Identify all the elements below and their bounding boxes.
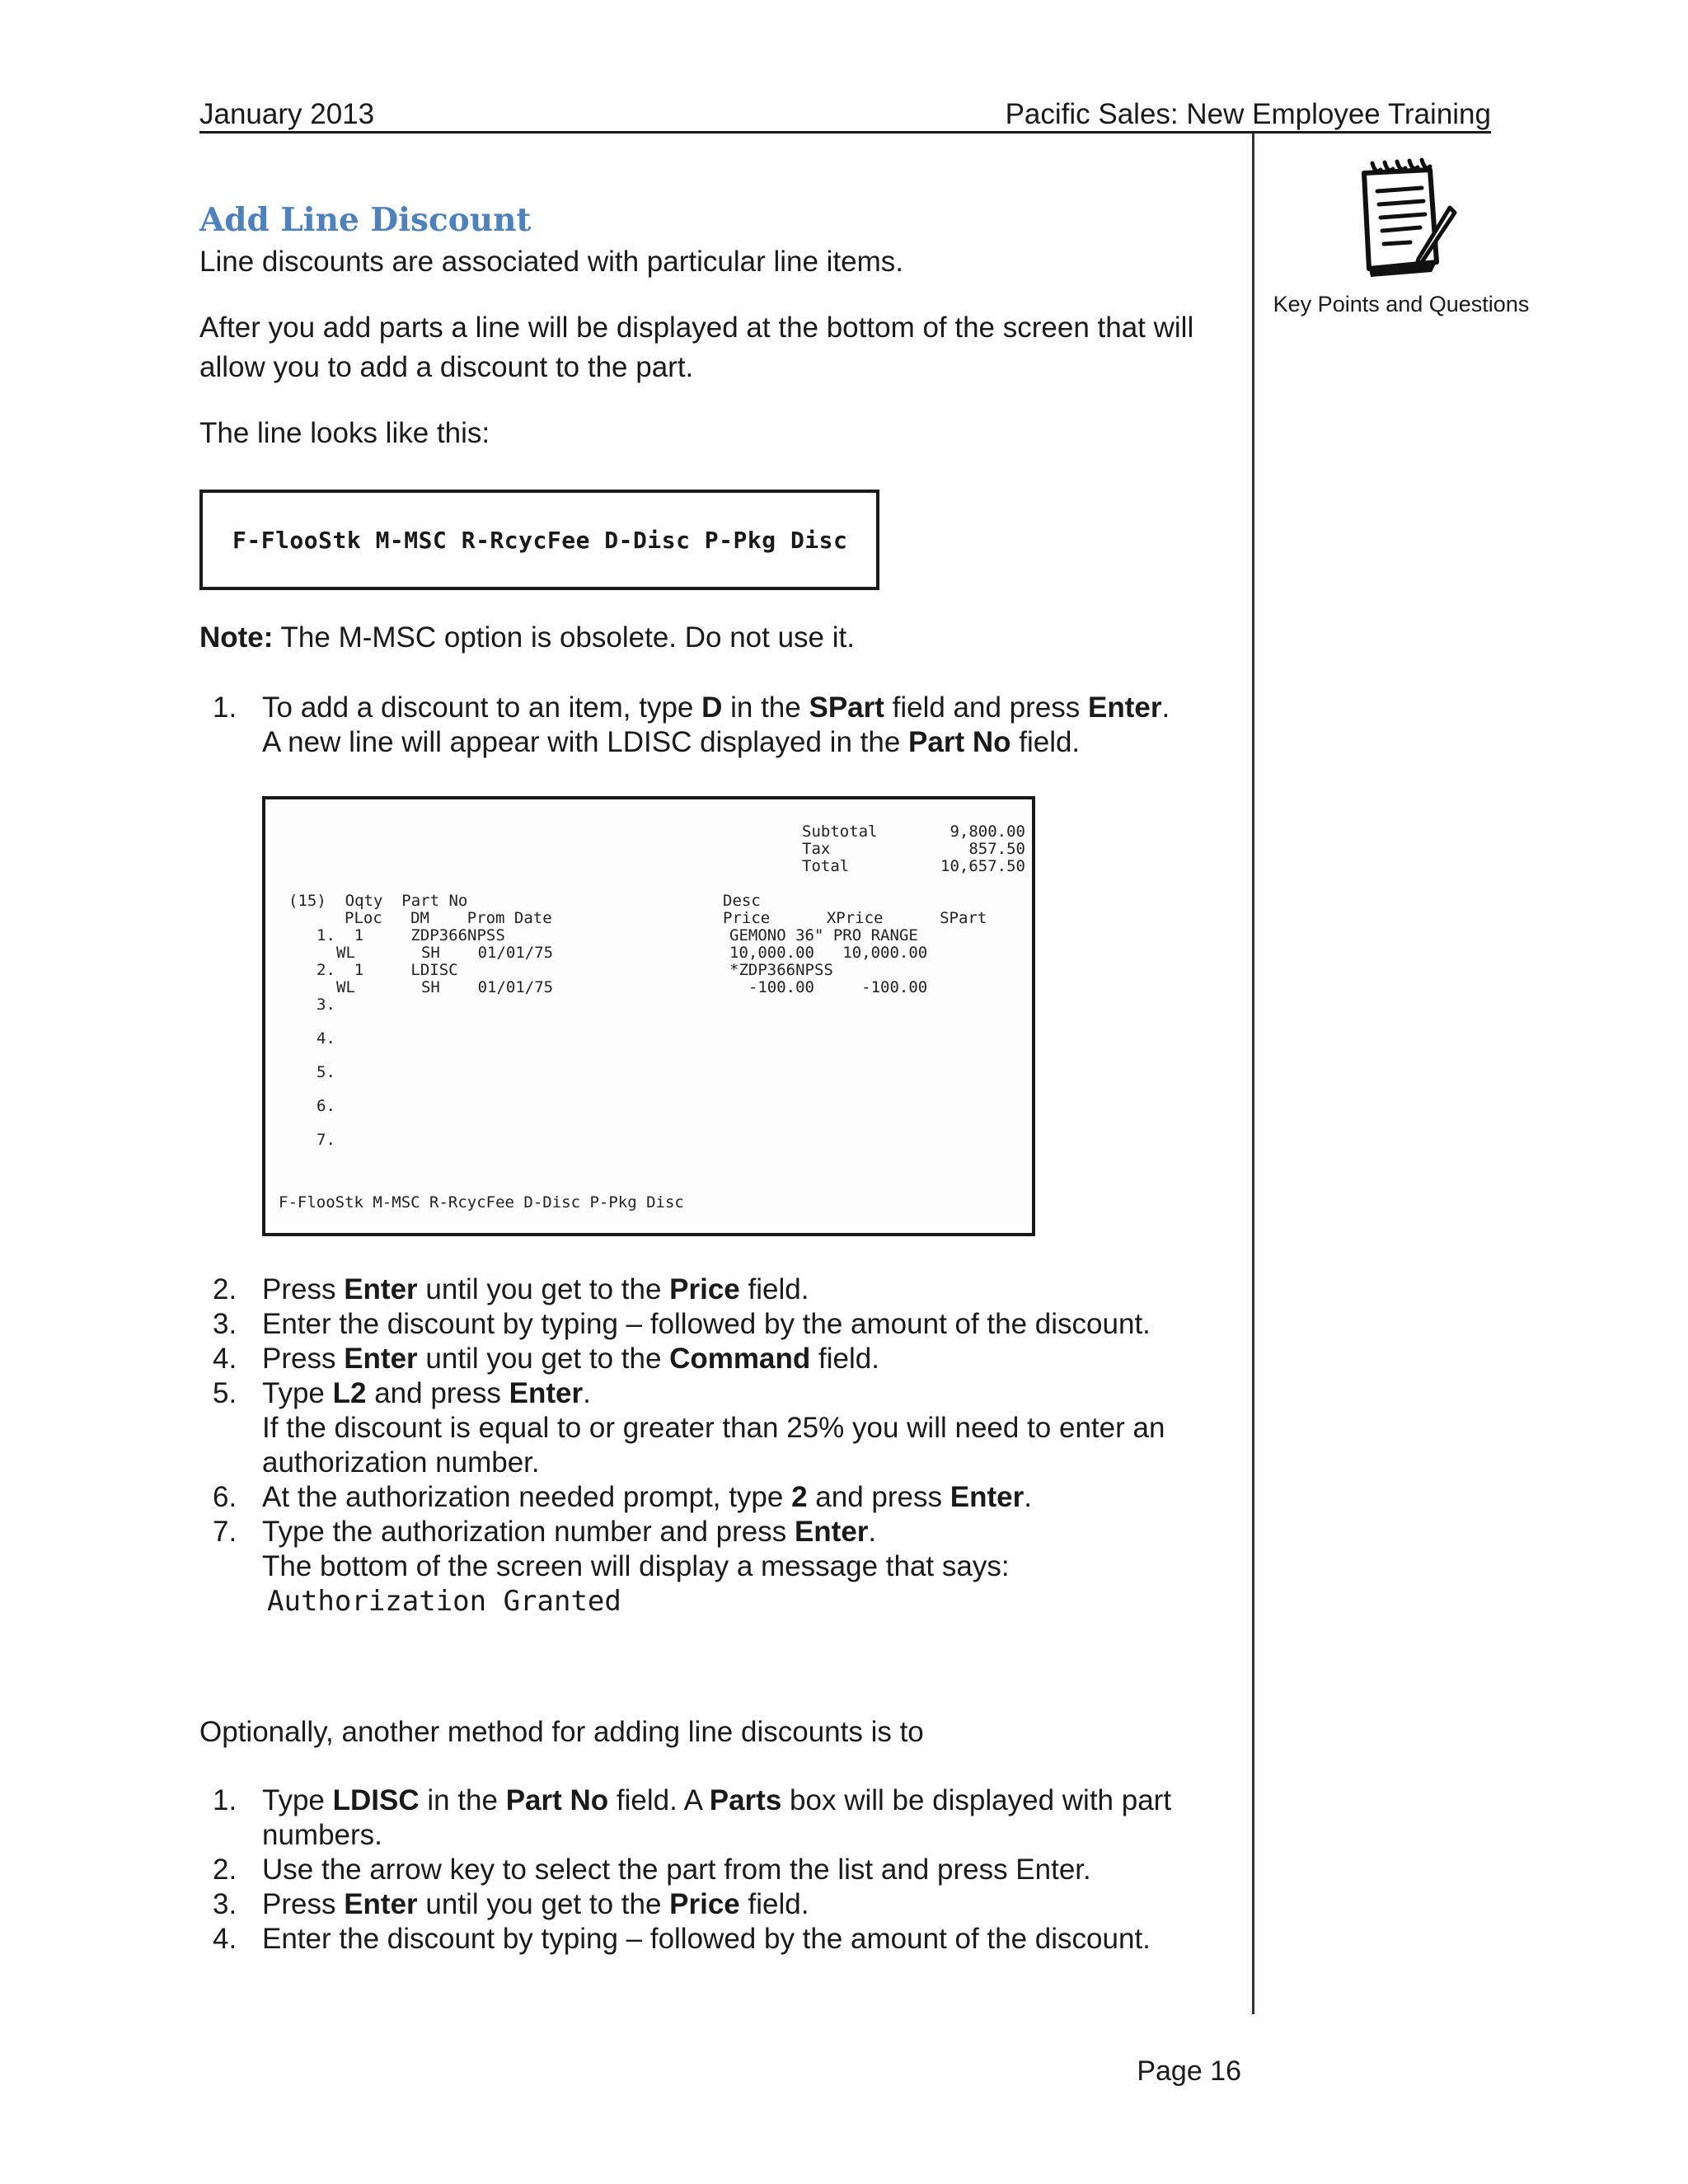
step-item: 7. Type the authorization number and press Enter. The bottom of the screen will display a message that says: Authorization Granted bbox=[199, 1515, 1240, 1619]
step-number: 5. bbox=[213, 1377, 237, 1409]
line-item-right: GEMONO 36" PRO RANGE bbox=[729, 926, 918, 944]
empty-line-number: 5. bbox=[316, 1063, 335, 1081]
step-item: 1. Type LDISC in the Part No field. A Parts box will be displayed with part numbers. bbox=[213, 1784, 1172, 1851]
section-intro bbox=[199, 198, 1240, 453]
terminal-screenshot bbox=[262, 796, 1035, 1236]
note-text: The M-MSC option is obsolete. Do not use it. bbox=[273, 621, 855, 654]
line-item-right: *ZDP366NPSS bbox=[729, 961, 833, 979]
line-item-left: WL SH 01/01/75 bbox=[336, 978, 554, 996]
step-number: 7. bbox=[213, 1516, 237, 1548]
step-item: 1. To add a discount to an item, type D in the SPart field and press Enter. A new line will appear with LDISC displayed in the Part No field. bbox=[213, 691, 1170, 758]
empty-line-number: 4. bbox=[316, 1029, 335, 1047]
optional-method-intro: Optionally, another method for adding line discounts is to bbox=[199, 1716, 924, 1748]
line-item-right: 10,000.00 10,000.00 bbox=[729, 944, 928, 962]
line-item-right: -100.00 -100.00 bbox=[729, 978, 928, 996]
line-item-left: 1. 1 ZDP366NPSS bbox=[316, 926, 505, 944]
total-label: Total bbox=[802, 857, 850, 875]
steps-list-part-b bbox=[199, 1272, 1240, 1619]
subtotal-label: Subtotal bbox=[802, 823, 878, 841]
step-number: 2. bbox=[213, 1273, 237, 1305]
steps-list-part-a bbox=[199, 691, 1240, 760]
authorization-message: Authorization Granted bbox=[267, 1585, 621, 1618]
step-item: 6. At the authorization needed prompt, type 2 and press Enter. bbox=[213, 1481, 1032, 1513]
header-row-2-right: Price XPrice SPart bbox=[723, 909, 987, 927]
line-item-left: WL SH 01/01/75 bbox=[336, 944, 554, 962]
header-date: January 2013 bbox=[199, 98, 375, 130]
step-item: 2. Use the arrow key to select the part from the list and press Enter. bbox=[213, 1854, 1091, 1886]
section-title: Add Line Discount bbox=[199, 201, 532, 239]
tax-value: 857.50 bbox=[968, 840, 1025, 858]
step-item: 2. Press Enter until you get to the Price field. bbox=[213, 1273, 809, 1305]
sidebar-caption: Key Points and Questions bbox=[1273, 292, 1530, 316]
key-points-sidebar bbox=[1265, 155, 1537, 317]
header-row-2-left: PLoc DM Prom Date bbox=[345, 909, 552, 927]
notepad-pencil-icon bbox=[1339, 155, 1463, 287]
command-line-text: F-FlooStk M-MSC R-RcycFee D-Disc P-Pkg Disc bbox=[232, 526, 848, 554]
step-item: 5. Type L2 and press Enter. If the discount is equal to or greater than 25% you will need to enter an authorization number. bbox=[213, 1377, 1165, 1479]
command-line-example bbox=[199, 490, 879, 590]
step-number: 3. bbox=[213, 1888, 237, 1920]
step-number: 4. bbox=[213, 1923, 237, 1955]
total-value: 10,657.50 bbox=[940, 857, 1025, 875]
empty-line-number: 6. bbox=[316, 1097, 335, 1115]
intro-paragraph-1: Line discounts are associated with particular line items. bbox=[199, 246, 904, 278]
step-item: 4. Enter the discount by typing – followed by the amount of the discount. bbox=[213, 1923, 1151, 1955]
step-number: 1. bbox=[213, 1784, 237, 1816]
step-number: 3. bbox=[213, 1308, 237, 1340]
note-label: Note: bbox=[199, 621, 274, 654]
note bbox=[199, 621, 855, 654]
header-row-1-left: (15) Oqty Part No bbox=[288, 892, 468, 910]
step-item: 4. Press Enter until you get to the Command field. bbox=[213, 1343, 879, 1375]
margin-divider bbox=[1252, 134, 1254, 2014]
step-number: 1. bbox=[213, 691, 237, 724]
step-detail: If the discount is equal to or greater than 25% you will need to enter an authorization number. bbox=[262, 1412, 1165, 1479]
step-item: 3. Enter the discount by typing – followed by the amount of the discount. bbox=[213, 1308, 1151, 1340]
intro-paragraph-3: The line looks like this: bbox=[199, 417, 490, 449]
empty-line-number: 7. bbox=[316, 1131, 335, 1149]
subtotal-value: 9,800.00 bbox=[950, 823, 1025, 841]
step-number: 2. bbox=[213, 1854, 237, 1886]
empty-line-number: 3. bbox=[316, 996, 335, 1014]
tax-label: Tax bbox=[802, 840, 831, 858]
step-detail: The bottom of the screen will display a message that says: bbox=[262, 1550, 1010, 1582]
step-number: 6. bbox=[213, 1481, 237, 1513]
screen-command-line: F-FlooStk M-MSC R-RcycFee D-Disc P-Pkg Disc bbox=[279, 1193, 684, 1212]
line-item-left: 2. 1 LDISC bbox=[316, 961, 458, 979]
page-header bbox=[199, 97, 1491, 134]
header-doc-title: Pacific Sales: New Employee Training bbox=[1005, 98, 1491, 130]
intro-paragraph-2: After you add parts a line will be displayed at the bottom of the screen that will allow you to add a discount to the part. bbox=[199, 312, 1194, 383]
header-row-1-right: Desc bbox=[723, 892, 761, 910]
step-number: 4. bbox=[213, 1343, 237, 1375]
page-number: Page 16 bbox=[1137, 2055, 1241, 2087]
step-item: 3. Press Enter until you get to the Price field. bbox=[213, 1888, 809, 1920]
steps-list-part-c bbox=[199, 1783, 1240, 1957]
